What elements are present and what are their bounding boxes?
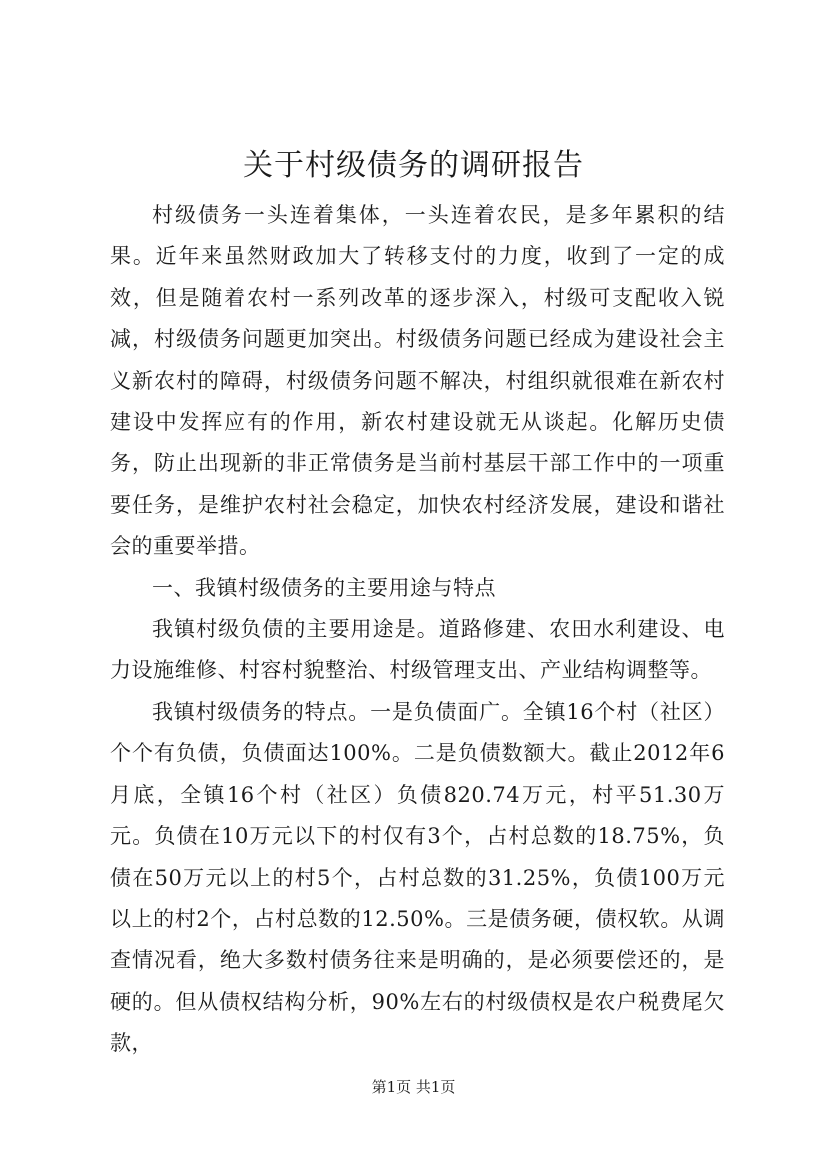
paragraph-features: 我镇村级债务的特点。一是负债面广。全镇16个村（社区）个个有负债，负债面达100%。二是负债数额大。截止2012年6月底，全镇16个村（社区）负债820.74万元，村平51.30万元。负债在10万元以下的村仅有3个，占村总数的18.75%，负债在50万元以上的村5个，占村总数的31.25%，负债100万元以上的村2个，占村总数的12.50%。三是债务硬，债权软。从调查情况看，绝大多数村债务往来是明确的，是必须要偿还的，是硬的。但从债权结构分析，90%左右的村级债权是农户税费尾欠款，: [110, 699, 725, 1056]
paragraph-intro: 村级债务一头连着集体，一头连着农民，是多年累积的结果。近年来虽然财政加大了转移支付的力度，收到了一定的成效，但是随着农村一系列改革的逐步深入，村级可支配收入锐减，村级债务问题更加突出。村级债务问题已经成为建设社会主义新农村的障碍，村级债务问题不解决，村组织就很难在新农村建设中发挥应有的作用，新农村建设就无从谈起。化解历史债务，防止出现新的非正常债务是当前村基层干部工作中的一项重要任务，是维护农村社会稳定，加快农村经济发展，建设和谐社会的重要举措。: [110, 203, 725, 559]
document-body: [110, 195, 725, 1065]
page-number-footer: 第1页 共1页: [371, 1078, 456, 1096]
paragraph-usage: 我镇村级负债的主要用途是。道路修建、农田水利建设、电力设施维修、村容村貌整治、村级管理支出、产业结构调整等。: [110, 617, 725, 683]
section-heading-1: 一、我镇村级债务的主要用途与特点: [152, 575, 496, 600]
document-title: 关于村级债务的调研报告: [243, 148, 584, 183]
